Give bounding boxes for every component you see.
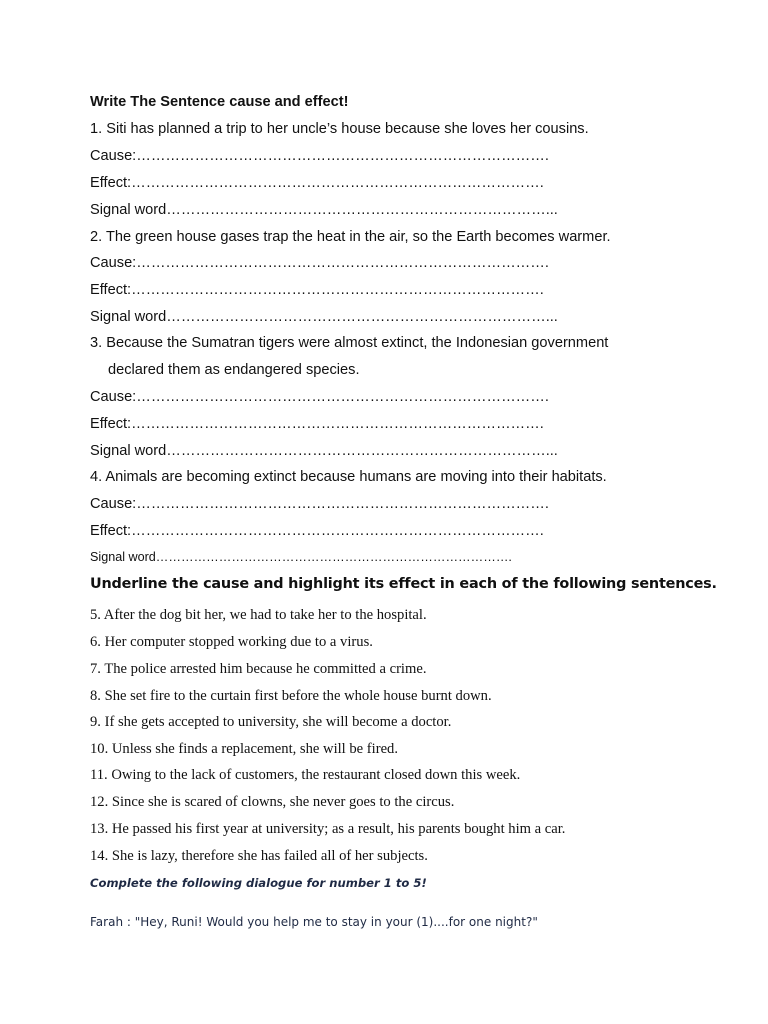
item1-signal-blank: Signal word……………………………………………………………………... xyxy=(90,202,558,218)
item3-sentence: 3. Because the Sumatran tigers were almost extinct, the Indonesian government xyxy=(90,335,609,351)
section1-title: Write The Sentence cause and effect! xyxy=(90,94,349,110)
section2-title: Underline the cause and highlight its effect in each of the following sentences. xyxy=(90,576,717,592)
item3-signal-blank: Signal word……………………………………………………………………... xyxy=(90,443,558,459)
dialogue-line-1: Farah : "Hey, Runi! Would you help me to stay in your (1)....for one night?" xyxy=(90,915,538,929)
item9-sentence: 9. If she gets accepted to university, she will become a doctor. xyxy=(90,714,452,730)
item12-sentence: 12. Since she is scared of clowns, she never goes to the circus. xyxy=(90,794,455,810)
item10-sentence: 10. Unless she finds a replacement, she will be fired. xyxy=(90,741,399,757)
section3-title: Complete the following dialogue for number 1 to 5! xyxy=(90,876,427,890)
item3-sentence-cont: declared them as endangered species. xyxy=(108,362,360,378)
item3-effect-blank: Effect:…………………………………………………………………………. xyxy=(90,416,544,432)
item2-signal-blank: Signal word……………………………………………………………………... xyxy=(90,309,558,325)
item11-sentence: 11. Owing to the lack of customers, the restaurant closed down this week. xyxy=(90,767,521,783)
item4-effect-blank: Effect:…………………………………………………………………………. xyxy=(90,523,544,539)
item14-sentence: 14. She is lazy, therefore she has failed all of her subjects. xyxy=(90,848,428,864)
item4-signal-blank: Signal word…………………………………………………………………………. xyxy=(90,550,512,564)
item7-sentence: 7. The police arrested him because he committed a crime. xyxy=(90,661,427,677)
item4-sentence: 4. Animals are becoming extinct because humans are moving into their habitats. xyxy=(90,469,607,485)
item6-sentence: 6. Her computer stopped working due to a virus. xyxy=(90,634,373,650)
item8-sentence: 8. She set fire to the curtain first before the whole house burnt down. xyxy=(90,688,492,704)
item5-sentence: 5. After the dog bit her, we had to take her to the hospital. xyxy=(90,607,427,623)
item3-cause-blank: Cause:…………………………………………………………………………. xyxy=(90,389,549,405)
item2-effect-blank: Effect:…………………………………………………………………………. xyxy=(90,282,544,298)
item2-sentence: 2. The green house gases trap the heat in the air, so the Earth becomes warmer. xyxy=(90,229,611,245)
item2-cause-blank: Cause:…………………………………………………………………………. xyxy=(90,255,549,271)
item1-sentence: 1. Siti has planned a trip to her uncle’s house because she loves her cousins. xyxy=(90,121,589,137)
item1-effect-blank: Effect:…………………………………………………………………………. xyxy=(90,175,544,191)
item4-cause-blank: Cause:…………………………………………………………………………. xyxy=(90,496,549,512)
item1-cause-blank: Cause:…………………………………………………………………………. xyxy=(90,148,549,164)
item13-sentence: 13. He passed his first year at university; as a result, his parents bought him a car. xyxy=(90,821,566,837)
